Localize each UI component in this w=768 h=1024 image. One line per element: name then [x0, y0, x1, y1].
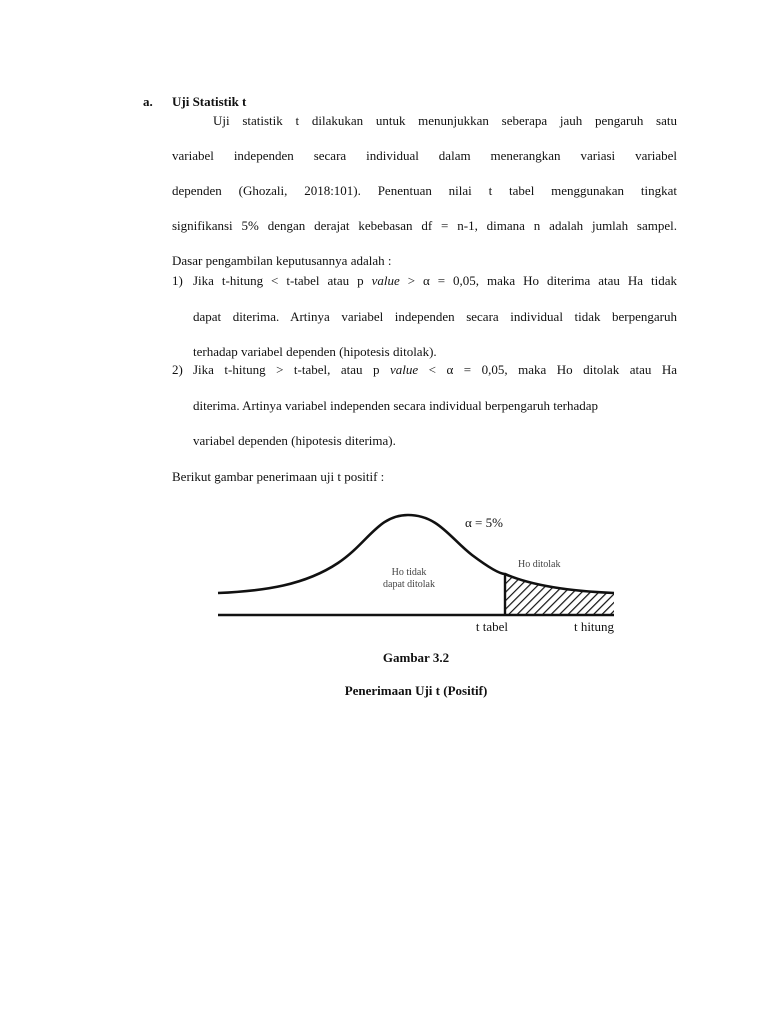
figure-caption-number: Gambar 3.2: [382, 650, 450, 665]
accept-region-label-2: dapat ditolak: [383, 579, 435, 590]
paragraph-line-1: Uji statistik t dilakukan untuk menunjukkan seberapa jauh pengaruh satu: [213, 113, 677, 128]
alpha-label: α = 5%: [465, 515, 503, 530]
figure-intro: Berikut gambar penerimaan uji t positif :: [172, 469, 385, 484]
t-tabel-label: t tabel: [475, 619, 509, 634]
item-2-line-2: diterima. Artinya variabel independen secara individual berpengaruh terhadap: [193, 398, 598, 413]
item-1-line-1: [193, 273, 677, 289]
t-hitung-label: t hitung: [573, 619, 615, 634]
accept-region-label-1: Ho tidak: [391, 567, 427, 578]
item-1-line-3: terhadap variabel dependen (hipotesis ditolak).: [193, 344, 437, 359]
item-1-text-a: Jika t-hitung < t-tabel atau p: [193, 273, 372, 288]
section-heading: Uji Statistik t: [172, 94, 247, 109]
item-2-number: 2): [172, 362, 183, 377]
paragraph-line-4: signifikansi 5% dengan derajat kebebasan df = n-1, dimana n adalah jumlah sampel.: [172, 218, 677, 233]
t-distribution-figure: [210, 505, 630, 640]
item-1-number: 1): [172, 273, 183, 288]
item-2-text-a: Jika t-hitung > t-tabel, atau p: [193, 362, 390, 377]
item-2-value-term: value: [390, 362, 419, 377]
item-1-line-2: dapat diterima. Artinya variabel independen secara individual tidak berpengaruh: [193, 309, 677, 324]
item-1-value-term: value: [371, 273, 400, 288]
item-1-text-b: > α = 0,05, maka Ho diterima atau Ha tidak: [399, 273, 677, 288]
item-2-line-1: [193, 362, 677, 378]
item-2-line-3: variabel dependen (hipotesis diterima).: [193, 433, 396, 448]
section-marker: a.: [143, 94, 153, 109]
figure-caption-title: Penerimaan Uji t (Positif): [344, 683, 488, 698]
criteria-intro: Dasar pengambilan keputusannya adalah :: [172, 253, 392, 268]
paragraph-line-2: variabel independen secara individual dalam menerangkan variasi variabel: [172, 148, 677, 163]
paragraph-line-3: dependen (Ghozali, 2018:101). Penentuan nilai t tabel menggunakan tingkat: [172, 183, 677, 198]
item-2-text-b: < α = 0,05, maka Ho ditolak atau Ha: [418, 362, 678, 377]
reject-region-label: Ho ditolak: [518, 559, 561, 570]
